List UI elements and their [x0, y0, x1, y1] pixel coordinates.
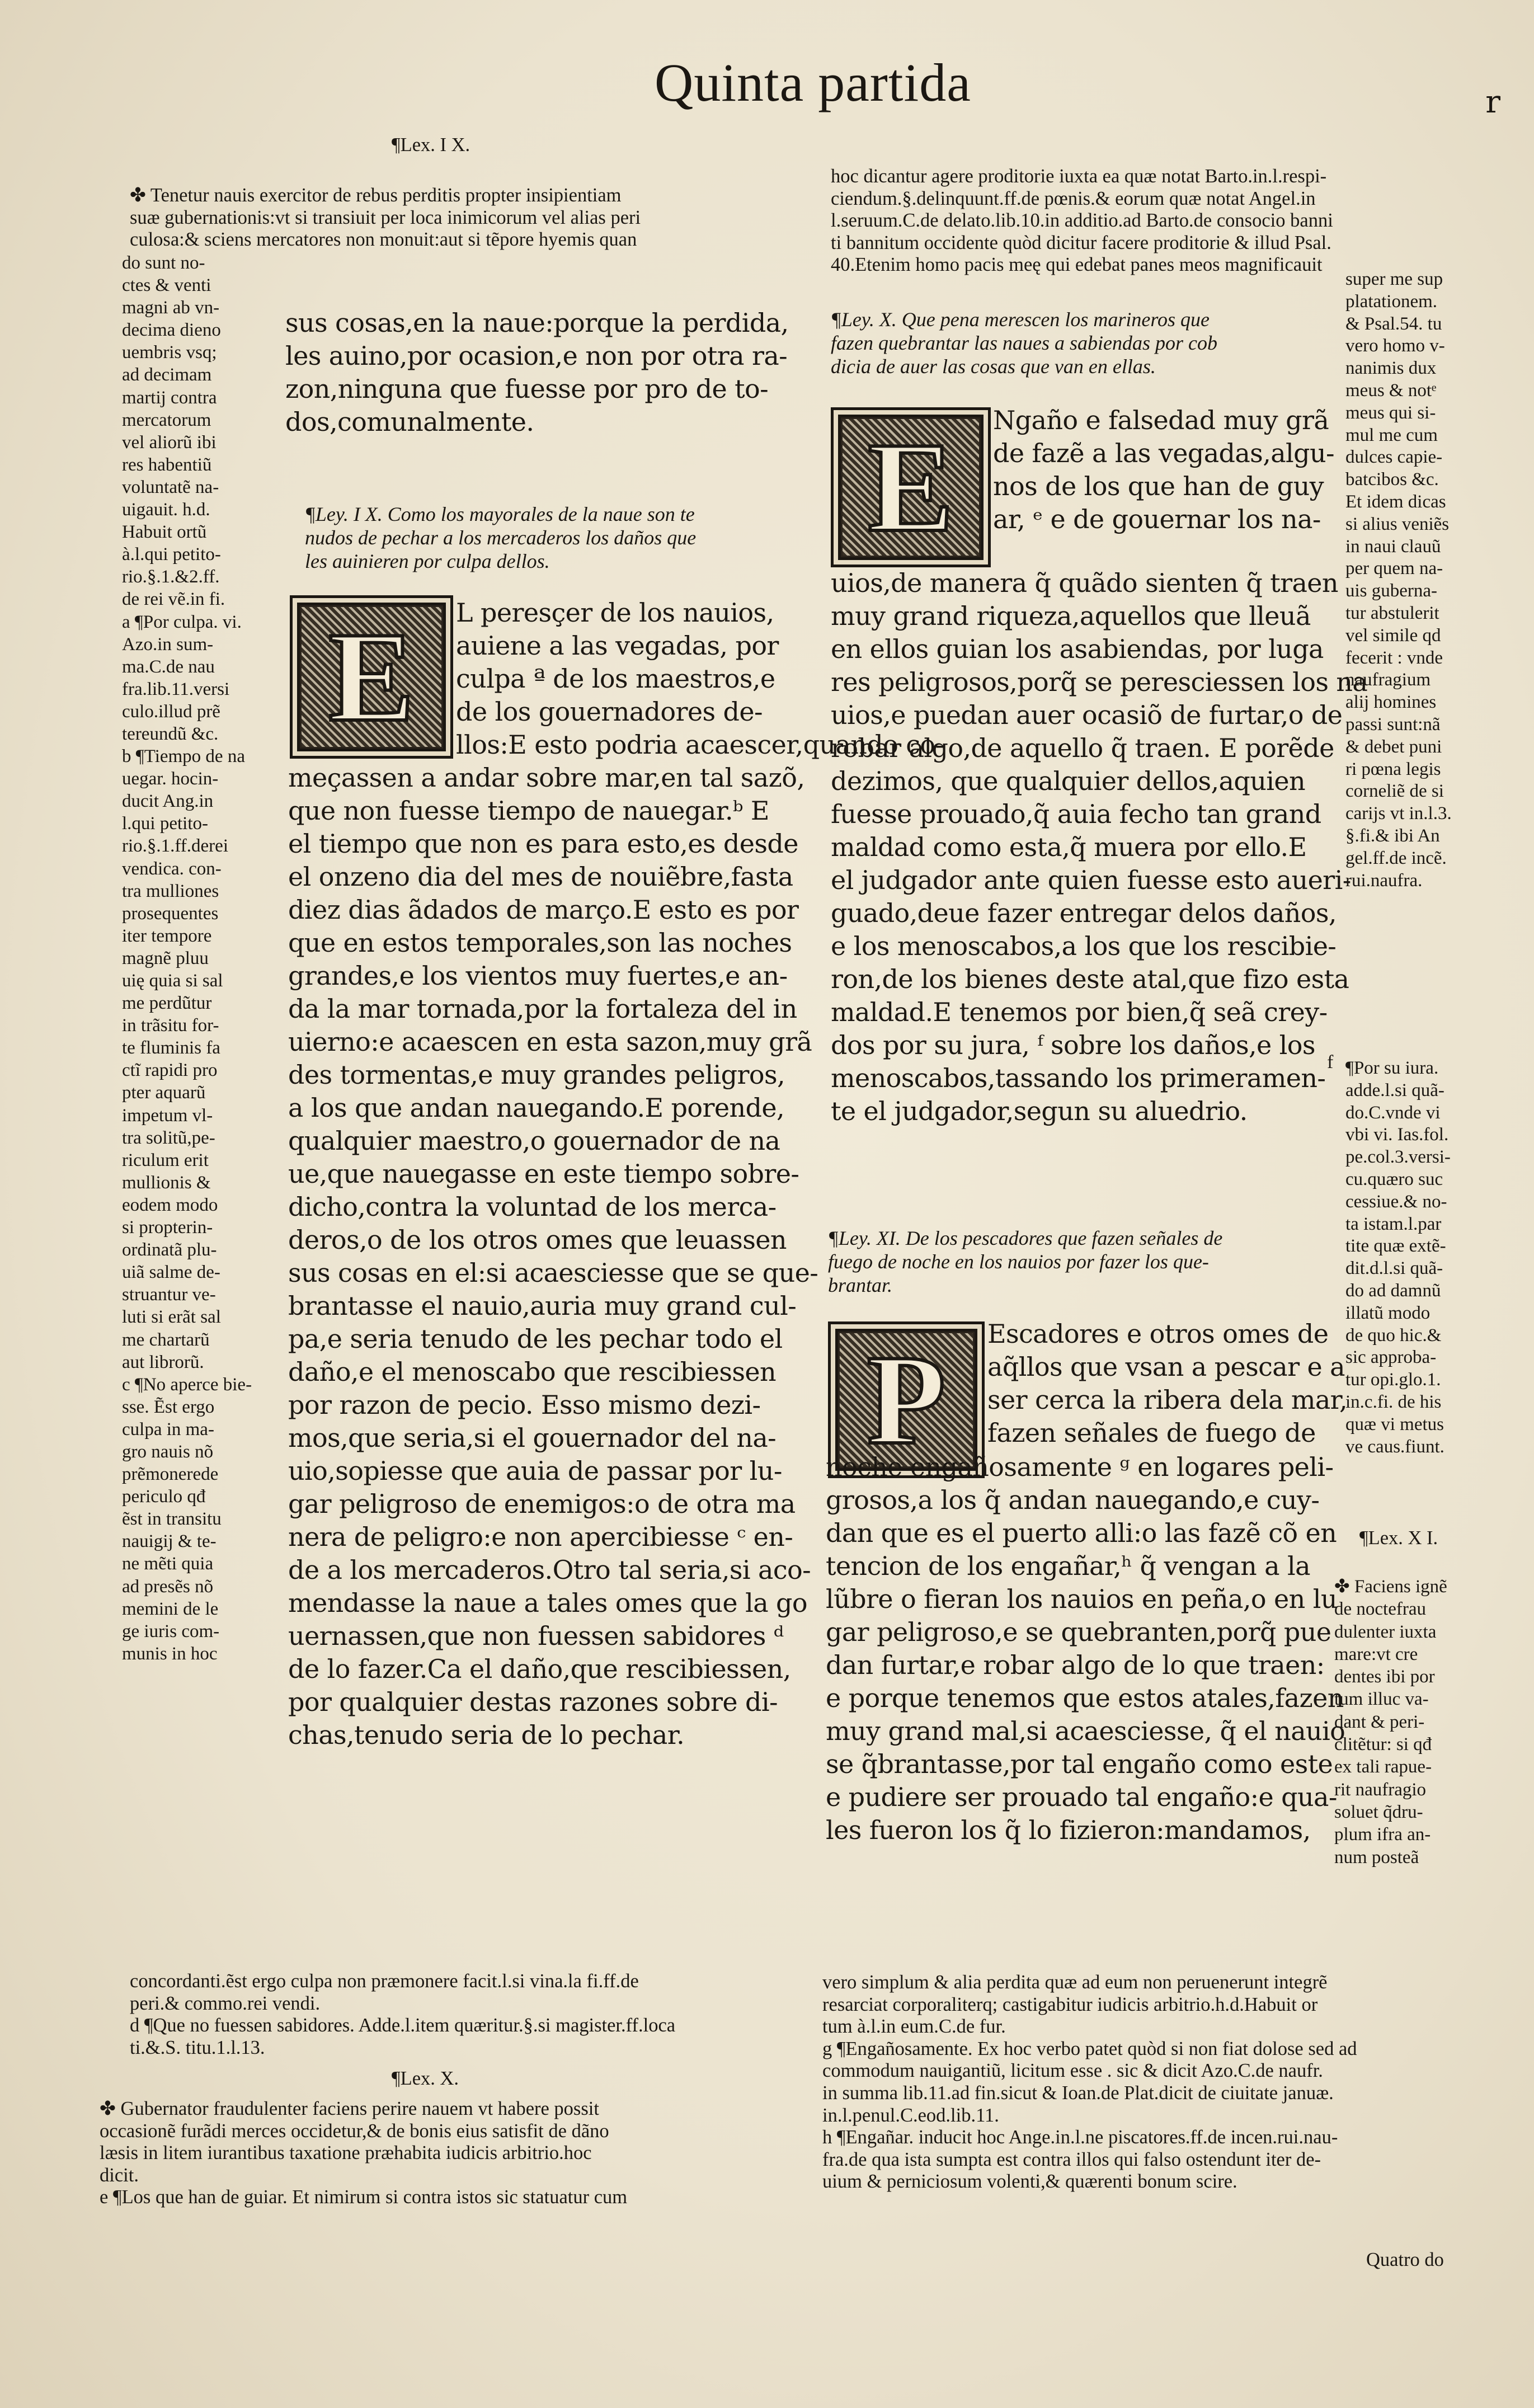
- text-line: culpa ª de los maestros,e: [456, 664, 775, 694]
- text-line: si propterin-: [122, 1217, 213, 1238]
- gloss-lex-x: [100, 2098, 627, 2209]
- text-line: grosos,a los q̃ andan nauegando,e cuy-: [826, 1485, 1320, 1515]
- text-line: en ellos guian los asabiendas, por luga: [831, 634, 1324, 664]
- text-line: ẽst in transitu: [122, 1509, 222, 1530]
- text-line: martij contra: [122, 387, 217, 408]
- text-line: in.l.penul.C.eod.lib.11.: [822, 2104, 999, 2126]
- text-line: periculo qđ: [122, 1487, 206, 1507]
- text-line: muy grand riqueza,aquellos que lleuã: [831, 601, 1311, 631]
- text-line: dezimos, que qualquier dellos,aquien: [831, 766, 1305, 796]
- text-line: de quo hic.&: [1345, 1325, 1442, 1346]
- text-line: ctĩ rapidi pro: [122, 1060, 218, 1081]
- text-line: pe.col.3.versi-: [1345, 1147, 1451, 1168]
- text-line: me chartarũ: [122, 1329, 210, 1350]
- ley-ix-rubric: [305, 502, 696, 573]
- text-line: por razon de pecio. Esso mismo dezi-: [288, 1390, 761, 1420]
- text-line: dentes ibi por: [1334, 1667, 1435, 1687]
- text-line: de rei vẽ.in fi.: [122, 589, 225, 610]
- text-line: des tormentas,e muy grandes peligros,: [288, 1060, 785, 1090]
- text-line: tur opi.glo.1.: [1345, 1370, 1441, 1390]
- text-line: Ngaño e falsedad muy grã: [993, 405, 1329, 435]
- text-line: fuesse prouado,q̃ auia fecho tan grand: [831, 799, 1321, 829]
- text-line: fazen quebrantar las naues a sabiendas por cob: [831, 332, 1217, 354]
- text-line: dan furtar,e robar algo de lo que traen:: [826, 1650, 1325, 1680]
- text-line: in naui clauũ: [1345, 536, 1441, 557]
- text-line: sse. Ẽst ergo: [122, 1396, 215, 1417]
- ley-xi-text-beside-initial: [987, 1318, 1347, 1450]
- text-line: munis in hoc: [122, 1643, 218, 1664]
- text-line: impetum vl-: [122, 1105, 213, 1126]
- text-line: passi sunt:nã: [1345, 714, 1441, 735]
- text-line: fuego de noche en los nauios por fazer los que-: [828, 1250, 1209, 1273]
- page-signature-mark: r: [1485, 84, 1500, 120]
- text-line: super me sup: [1345, 269, 1443, 289]
- text-line: gel.ff.de incẽ.: [1345, 848, 1447, 868]
- text-line: Et idem dicas: [1345, 491, 1446, 512]
- text-line: ri pœna legis: [1345, 759, 1441, 779]
- text-line: e pudiere ser prouado tal engaño:e qua-: [826, 1782, 1337, 1812]
- text-line: rio.§.1.&2.ff.: [122, 567, 220, 587]
- text-line: ti bannitum occidente quòd dicitur facere proditorie & illud Psal.: [831, 232, 1331, 253]
- text-line: ¶Ley. I X. Como los mayorales de la naue son te: [305, 503, 695, 525]
- text-line: d ¶Que no fuessen sabidores. Adde.l.item quæritur.§.si magister.ff.loca: [130, 2015, 676, 2037]
- text-line: tereundũ &c.: [122, 723, 219, 744]
- text-line: rui.naufra.: [1345, 870, 1423, 891]
- text-line: vel aliorũ ibi: [122, 432, 217, 453]
- text-line: gar peligroso de enemigos:o de otra ma: [288, 1489, 796, 1519]
- text-line: in.c.fi. de his: [1345, 1391, 1442, 1412]
- text-line: brantar.: [828, 1274, 893, 1296]
- text-line: platationem.: [1345, 291, 1438, 312]
- text-line: ✤ Tenetur nauis exercitor de rebus perditis propter insipientiam: [130, 185, 622, 206]
- text-line: por qualquier destas razones sobre di-: [288, 1687, 778, 1717]
- text-line: les fueron los q̃ lo fizieron:mandamos,: [826, 1815, 1311, 1845]
- text-line: chas,tenudo seria de lo pechar.: [288, 1720, 685, 1750]
- gloss-right-column-2: [1345, 1057, 1451, 1458]
- text-line: batcibos &c.: [1345, 469, 1439, 490]
- text-line: me perdũtur: [122, 993, 212, 1014]
- text-line: quæ vi metus: [1345, 1414, 1444, 1435]
- text-line: nera de peligro:e non apercibiesse ᶜ en-: [288, 1522, 793, 1552]
- text-line: num posteã: [1334, 1847, 1419, 1868]
- text-line: à.l.qui petito-: [122, 544, 221, 565]
- text-line: lũbre o fieran los nauios en peña,o en lu: [826, 1584, 1337, 1614]
- text-line: a los que andan nauegando.E porende,: [288, 1093, 784, 1123]
- text-line: tencion de los engañar,ʰ q̃ vengan a la: [826, 1551, 1310, 1581]
- text-line: corneliẽ de si: [1345, 781, 1444, 802]
- text-line: dulces capie-: [1345, 447, 1443, 468]
- text-line: auiene a las vegadas, por: [456, 631, 779, 661]
- text-line: deros,o de los otros omes que leuassen: [288, 1225, 787, 1255]
- text-line: qualquier maestro,o gouernador de na: [288, 1126, 780, 1156]
- text-line: c ¶No aperce bie-: [122, 1374, 252, 1395]
- text-line: de los gouernadores de-: [456, 697, 763, 727]
- text-line: nauigij & te-: [122, 1531, 217, 1552]
- text-line: meçassen a andar sobre mar,en tal sazõ,: [288, 763, 805, 793]
- text-line: hoc dicantur agere proditorie iuxta ea quæ notat Barto.in.l.respi-: [831, 166, 1327, 187]
- text-line: b ¶Tiempo de na: [122, 746, 245, 767]
- text-line: tra mulliones: [122, 881, 219, 901]
- text-line: l.seruum.C.de delato.lib.10.in additio.ad Barto.de consocio banni: [831, 210, 1333, 232]
- text-line: prosequentes: [122, 903, 219, 924]
- text-line: do ad damnũ: [1345, 1280, 1441, 1301]
- text-line: fra.lib.11.versi: [122, 679, 230, 699]
- text-line: meus qui si-: [1345, 402, 1436, 423]
- ley-x-text: [831, 567, 1367, 1128]
- text-line: ta istam.l.par: [1345, 1214, 1442, 1234]
- text-line: do.C.vnde vi: [1345, 1102, 1441, 1123]
- text-line: clitẽtur: si qđ: [1334, 1734, 1432, 1755]
- text-line: vbi vi. Ias.fol.: [1345, 1125, 1449, 1145]
- text-line: si alius veniẽs: [1345, 514, 1450, 534]
- text-line: diez dias ãdados de março.E esto es por: [288, 895, 799, 925]
- text-line: ue,que nauegasse en este tiempo sobre-: [288, 1159, 799, 1189]
- text-line: rio.§.1.ff.derei: [122, 836, 228, 857]
- text-line: illatũ modo: [1345, 1302, 1431, 1323]
- text-line: læsis in litem iurantibus taxatione præhabita iudicis arbitrio.hoc: [100, 2142, 592, 2164]
- text-line: g ¶Engañosamente. Ex hoc verbo patet quòd si non fiat dolose sed ad: [822, 2038, 1357, 2059]
- ley-ix-initial-e: E: [290, 595, 453, 759]
- text-line: eodem modo: [122, 1194, 218, 1215]
- ley-x-rubric: [831, 308, 1217, 378]
- text-line: ve caus.fiunt.: [1345, 1436, 1444, 1457]
- text-line: Azo.in sum-: [122, 634, 214, 655]
- text-line: tum à.l.in eum.C.de fur.: [822, 2016, 1006, 2038]
- text-line: zon,ninguna que fuesse por pro de to-: [285, 374, 769, 404]
- text-line: h ¶Engañar. inducit hoc Ange.in.l.ne piscatores.ff.de incen.rui.nau-: [822, 2127, 1338, 2148]
- running-header: Quinta partida: [655, 53, 971, 112]
- text-line: ✤ Faciens ignẽ: [1334, 1577, 1447, 1597]
- text-line: in trãsitu for-: [122, 1015, 219, 1036]
- text-line: robar algo,de aquello q̃ traen. E porẽde: [831, 733, 1334, 763]
- text-line: Habuit ortũ: [122, 522, 207, 543]
- text-line: daño,e el menoscabo que rescibiessen: [288, 1357, 776, 1387]
- text-line: fecerit : vnde: [1345, 647, 1443, 668]
- text-line: e porque tenemos que estos atales,fazen: [826, 1683, 1344, 1713]
- text-line: voluntatẽ na-: [122, 477, 219, 497]
- text-line: ma.C.de nau: [122, 656, 215, 677]
- ley-xi-text: [826, 1451, 1345, 1847]
- text-line: ✤ Gubernator fraudulenter faciens perire nauem vt habere possit: [100, 2098, 599, 2119]
- text-line: uegar. hocin-: [122, 769, 219, 789]
- text-line: cessiue.& no-: [1345, 1191, 1447, 1212]
- text-line: memini de le: [122, 1598, 219, 1619]
- text-line: te fluminis fa: [122, 1038, 220, 1059]
- text-line: pter aquarũ: [122, 1083, 206, 1103]
- text-line: llos:E esto podria acaescer,quando co-: [456, 730, 944, 760]
- text-line: les auino,por ocasion,e non por otra ra-: [285, 341, 788, 371]
- text-line: soluet q̃dru-: [1334, 1802, 1423, 1822]
- text-line: ser cerca la ribera dela mar,: [987, 1385, 1348, 1415]
- text-line: & debet puni: [1345, 736, 1442, 757]
- text-line: mercatorum: [122, 410, 211, 430]
- lex-ix-heading: ¶Lex. I X.: [392, 134, 470, 156]
- text-line: uernassen,que non fuessen sabidores ᵈ: [288, 1621, 784, 1651]
- text-line: gar peligroso,e se quebranten,porq̃ pue: [826, 1617, 1331, 1647]
- text-line: resarciat corporaliterq; castigabitur iudicis arbitrio.h.d.Habuit or: [822, 1993, 1318, 2015]
- text-line: maldad.E tenemos por bien,q̃ seã crey-: [831, 997, 1328, 1027]
- text-line: pa,e seria tenudo de les pechar todo el: [288, 1324, 783, 1354]
- text-line: el onzeno dia del mes de nouiẽbre,fasta: [288, 862, 793, 892]
- text-line: de a los mercaderos.Otro tal seria,si aco-: [288, 1555, 811, 1585]
- text-line: grandes,e los vientos muy fuertes,e an-: [288, 961, 788, 991]
- text-line: mullionis &: [122, 1172, 211, 1193]
- text-line: 40.Etenim homo pacis meę qui edebat panes meos magnificauit: [831, 254, 1323, 276]
- text-line: Escadores e otros omes de: [987, 1319, 1329, 1349]
- text-line: occasionẽ furãdi merces occidetur,& de bonis eius satisfit de dãno: [100, 2120, 609, 2142]
- gloss-left-column: [122, 252, 252, 1665]
- ley-xi-rubric: [828, 1226, 1222, 1297]
- text-line: maldad como esta,q̃ muera por ello.E: [831, 832, 1307, 862]
- text-line: ducit Ang.in: [122, 791, 214, 812]
- text-line: ¶Ley. XI. De los pescadores que fazen señales de: [828, 1227, 1223, 1249]
- text-line: magni ab vn-: [122, 298, 220, 318]
- text-line: vero homo v-: [1345, 336, 1445, 356]
- text-line: meus & notᵉ: [1345, 380, 1437, 401]
- text-line: tur abstulerit: [1345, 603, 1439, 623]
- ley-ix-continued-text: [285, 307, 789, 439]
- ley-xi-initial-p: P: [828, 1321, 985, 1478]
- text-line: nanimis dux: [1345, 358, 1437, 379]
- text-line: peri.& commo.rei vendi.: [130, 1992, 321, 2014]
- text-line: a ¶Por culpa. vi.: [122, 612, 242, 632]
- text-line: mul me cum: [1345, 425, 1438, 445]
- text-line: ¶Por su iura.: [1345, 1058, 1439, 1078]
- text-line: prẽmonerede: [122, 1464, 219, 1485]
- text-line: da la mar tornada,por la fortaleza del in: [288, 994, 797, 1024]
- gloss-top-left: [130, 185, 641, 251]
- catchword: Quatro do: [1366, 2249, 1444, 2270]
- text-line: tite quæ extẽ-: [1345, 1236, 1446, 1257]
- text-line: te el judgador,segun su aluedrio.: [831, 1096, 1248, 1126]
- text-line: dicit.: [100, 2164, 139, 2186]
- text-line: aut librorũ.: [122, 1352, 204, 1372]
- text-line: de fazẽ a las vegadas,algu-: [993, 438, 1334, 468]
- gloss-top-right: [831, 166, 1333, 276]
- text-line: carijs vt in.l.3.: [1345, 803, 1452, 824]
- text-line: uio,sopiesse que auia de passar por lu-: [288, 1456, 782, 1486]
- text-line: vero simplum & alia perdita quæ ad eum non peruenerunt integrẽ: [822, 1972, 1328, 1993]
- text-line: tum illuc va-: [1334, 1689, 1429, 1710]
- text-line: alij homines: [1345, 692, 1437, 713]
- text-line: naufragium: [1345, 670, 1431, 690]
- text-line: ciendum.§.delinquunt.ff.de pœnis.& eorum quæ notat Angel.in: [831, 187, 1316, 209]
- text-line: uium & perniciosum volenti,& quærenti bonum scire.: [822, 2171, 1237, 2193]
- text-line: guado,deue fazer entregar delos daños,: [831, 898, 1337, 928]
- text-line: gro nauis nõ: [122, 1441, 214, 1462]
- text-line: ron,de los bienes deste atal,que fizo esta: [831, 964, 1349, 994]
- gloss-bottom-left: [130, 1970, 675, 2059]
- text-line: uię quia si sal: [122, 971, 223, 991]
- text-line: e ¶Los que han de guiar. Et nimirum si contra istos sic statuatur cum: [100, 2186, 628, 2208]
- text-line: adde.l.si quã-: [1345, 1080, 1444, 1100]
- text-line: dulenter iuxta: [1334, 1621, 1437, 1642]
- text-line: decima dieno: [122, 320, 221, 341]
- text-line: el tiempo que non es para esto,es desde: [288, 829, 798, 859]
- text-line: menoscabos,tassando los primeramen-: [831, 1063, 1326, 1093]
- text-line: ad presẽs nõ: [122, 1576, 214, 1597]
- text-line: tra solitũ,pe-: [122, 1127, 215, 1148]
- text-line: nos de los que han de guy: [993, 471, 1324, 501]
- text-line: ge iuris com-: [122, 1621, 220, 1642]
- text-line: dicia de auer las cosas que van en ellas.: [831, 355, 1156, 378]
- text-line: mendasse la naue a tales omes que la go: [288, 1588, 807, 1618]
- text-line: les auinieren por culpa dellos.: [305, 550, 550, 572]
- text-line: ordinatã plu-: [122, 1240, 217, 1261]
- text-line: per quem na-: [1345, 558, 1443, 579]
- text-line: sic approba-: [1345, 1347, 1437, 1368]
- text-line: struantur ve-: [122, 1285, 216, 1305]
- text-line: & Psal.54. tu: [1345, 313, 1442, 334]
- text-line: uis guberna-: [1345, 581, 1438, 601]
- text-line: cu.quæro suc: [1345, 1169, 1443, 1189]
- lex-xi-heading: ¶Lex. X I.: [1359, 1527, 1438, 1549]
- text-line: culo.illud prẽ: [122, 701, 220, 722]
- text-line: el judgador ante quien fuesse esto aueri-: [831, 865, 1351, 895]
- text-line: in summa lib.11.ad fin.sicut & Ioan.de Plat.dicit de ciuitate januæ.: [822, 2082, 1334, 2104]
- text-line: muy grand mal,si acaesciesse, q̃ el nauio: [826, 1716, 1345, 1746]
- text-line: vendica. con-: [122, 858, 222, 879]
- text-line: dos,comunalmente.: [285, 407, 534, 437]
- text-line: res habentiũ: [122, 454, 212, 475]
- text-line: mos,que seria,si el gouernador del na-: [288, 1423, 777, 1453]
- text-line: uios,de manera q̃ quãdo sienten q̃ traen: [831, 568, 1338, 598]
- text-line: noche engañosamente ᵍ en logares peli-: [826, 1452, 1334, 1482]
- text-line: uierno:e acaescen en esta sazon,muy grã: [288, 1027, 812, 1057]
- text-line: dicho,contra la voluntad de los merca-: [288, 1192, 777, 1222]
- text-line: ad decimam: [122, 365, 212, 385]
- text-line: de lo fazer.Ca el daño,que rescibiessen,: [288, 1654, 791, 1684]
- text-line: concordanti.ẽst ergo culpa non præmonere facit.l.si vina.la fi.ff.de: [130, 1970, 639, 1992]
- text-line: §.fi.& ibi An: [1345, 825, 1440, 846]
- ley-x-initial-e: E: [831, 407, 991, 567]
- text-line: rit naufragio: [1334, 1779, 1427, 1800]
- text-line: ctes & venti: [122, 275, 211, 296]
- text-line: de noctefrau: [1334, 1599, 1426, 1620]
- text-line: nudos de pechar a los mercaderos los daños que: [305, 526, 697, 549]
- text-line: culosa:& sciens mercatores non monuit:aut si tẽpore hyemis quan: [130, 229, 637, 251]
- text-line: luti si erãt sal: [122, 1307, 221, 1328]
- text-line: se q̃brantasse,por tal engaño como este: [826, 1749, 1333, 1779]
- text-line: que en estos temporales,son las noches: [288, 928, 792, 958]
- text-line: ex tali rapue-: [1334, 1757, 1432, 1777]
- ley-ix-text: [288, 761, 818, 1752]
- text-line: uigauit. h.d.: [122, 500, 210, 520]
- text-line: dos por su jura, ᶠ sobre los daños,e los: [831, 1030, 1315, 1060]
- text-line: iter tempore: [122, 925, 212, 946]
- text-line: culpa in ma-: [122, 1419, 214, 1440]
- gloss-bottom-right: [822, 1972, 1357, 2193]
- text-line: uios,e puedan auer ocasiõ de furtar,o de: [831, 700, 1343, 730]
- text-line: uembris vsq;: [122, 342, 217, 363]
- text-line: ne mẽti quia: [122, 1554, 214, 1574]
- text-line: l.qui petito-: [122, 813, 208, 834]
- text-line: aq̃llos que vsan a pescar e a: [987, 1352, 1345, 1382]
- text-line: brantasse el nauio,auria muy grand cul-: [288, 1291, 797, 1321]
- text-line: magnẽ pluu: [122, 948, 209, 968]
- text-line: do sunt no-: [122, 253, 205, 273]
- text-line: commodum nauigantiũ, licitum esse . sic & dicit Azo.C.de naufr.: [822, 2060, 1323, 2082]
- text-line: riculum erit: [122, 1150, 209, 1170]
- text-line: fazen señales de fuego de: [987, 1418, 1316, 1448]
- text-line: L peresçer de los nauios,: [456, 598, 774, 628]
- text-line: res peligrosos,porq̃ se peresciessen los na: [831, 667, 1368, 697]
- text-line: ¶Ley. X. Que pena merescen los marineros que: [831, 308, 1210, 331]
- text-line: vel simile qd: [1345, 625, 1441, 646]
- text-line: mare:vt cre: [1334, 1644, 1418, 1664]
- text-line: uiã salme de-: [122, 1262, 220, 1283]
- text-line: fra.de qua ista sumpta est contra illos qui falso ostendunt iter de-: [822, 2148, 1321, 2170]
- gloss-lex-xi: [1334, 1575, 1447, 1869]
- text-line: e los menoscabos,a los que los rescibie-: [831, 931, 1337, 961]
- lex-x-heading: ¶Lex. X.: [392, 2068, 459, 2089]
- ley-x-text-beside-initial: [993, 404, 1334, 536]
- text-line: que non fuesse tiempo de nauegar.ᵇ E: [288, 796, 769, 826]
- text-line: ar, ᵉ e de gouernar los na-: [993, 504, 1321, 534]
- text-line: dant & peri-: [1334, 1711, 1425, 1732]
- text-line: dan que es el puerto alli:o las fazẽ cõ en: [826, 1518, 1337, 1548]
- text-line: sus cosas en el:si acaesciesse que se que-: [288, 1258, 818, 1288]
- text-line: suæ gubernationis:vt si transiuit per loca inimicorum vel alias peri: [130, 206, 641, 228]
- text-line: ti.&.S. titu.1.l.13.: [130, 2037, 265, 2058]
- text-line: dit.d.l.si quã-: [1345, 1258, 1443, 1279]
- gloss-mark-f: f: [1327, 1052, 1334, 1073]
- text-line: sus cosas,en la naue:porque la perdida,: [285, 308, 789, 338]
- text-line: plum ifra an-: [1334, 1824, 1431, 1845]
